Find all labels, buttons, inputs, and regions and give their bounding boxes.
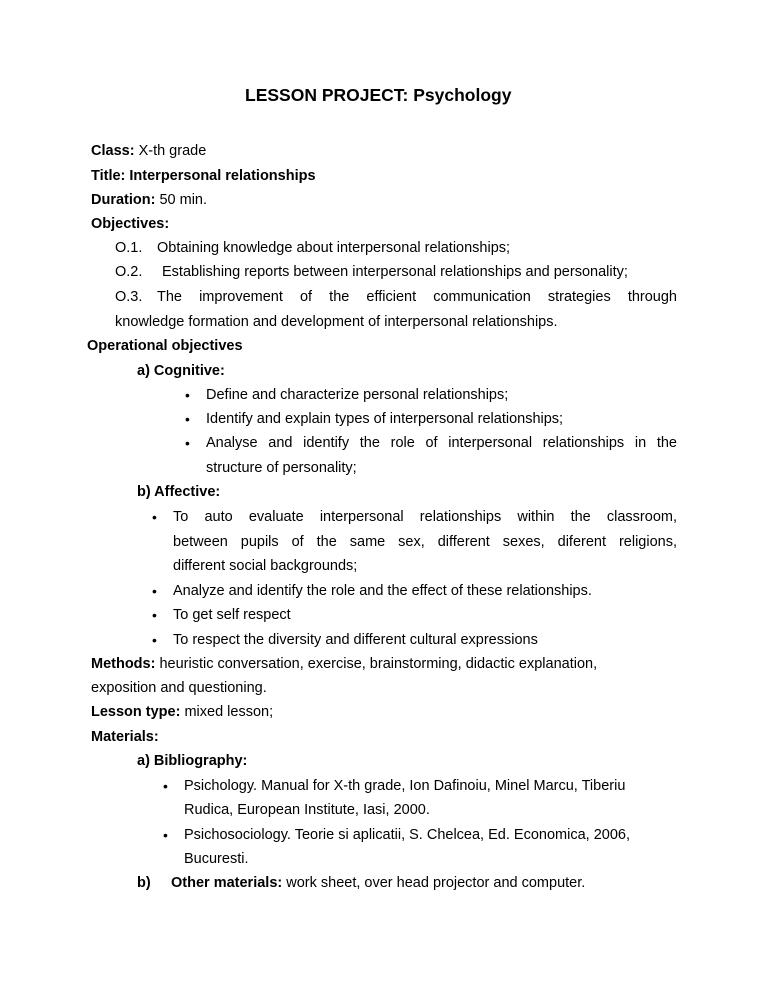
bibliography-label: a) Bibliography: (137, 753, 248, 769)
methods-value-line2: exposition and questioning. (91, 680, 267, 696)
duration-value: 50 min. (159, 192, 208, 208)
materials-label: Materials: (91, 729, 159, 745)
page-title: LESSON PROJECT: Psychology (245, 85, 512, 105)
operational-objectives-label: Operational objectives (87, 338, 243, 354)
affective-item-2: Analyze and identify the role and the effect of these relationships. (173, 583, 592, 599)
objective-o1-text: Obtaining knowledge about interpersonal relationships; (157, 240, 511, 256)
objectives-label: Objectives: (91, 216, 170, 232)
objective-o3-code: O.3. (115, 289, 143, 305)
bullet-icon: • (152, 509, 157, 525)
cognitive-item-3-line2: structure of personality; (206, 460, 357, 476)
other-materials-line (137, 874, 585, 892)
class-label: Class: (91, 143, 135, 159)
bullet-icon: • (163, 778, 168, 794)
bullet-icon: • (185, 387, 190, 403)
objective-o2-code: O.2. (115, 264, 143, 280)
bibliography-item-2-line1: Psichosociology. Teorie si aplicatii, S. Chelcea, Ed. Economica, 2006, (184, 827, 630, 843)
affective-item-3: To get self respect (173, 607, 291, 623)
lesson-type-line (91, 703, 273, 721)
bullet-icon: • (152, 607, 157, 623)
lesson-type-label: Lesson type: (91, 704, 181, 720)
methods-line1 (91, 655, 597, 673)
bullet-icon: • (152, 583, 157, 599)
class-value: X-th grade (138, 143, 207, 159)
bullet-icon: • (185, 411, 190, 427)
affective-item-1-line2: between pupils of the same sex, different sexes, diferent religions, (173, 534, 677, 550)
cognitive-item-2: Identify and explain types of interpersonal relationships; (206, 411, 564, 427)
objective-o2-text: Establishing reports between interpersonal relationships and personality; (162, 264, 628, 280)
affective-label: b) Affective: (137, 484, 221, 500)
objective-o3-text-line2: knowledge formation and development of interpersonal relationships. (115, 314, 558, 330)
lesson-title-value: Interpersonal relationships (129, 168, 316, 184)
cognitive-item-3-line1: Analyse and identify the role of interpersonal relationships in the (206, 435, 677, 451)
bibliography-item-2-line2: Bucuresti. (184, 851, 249, 867)
objective-o1-code: O.1. (115, 240, 143, 256)
methods-label: Methods: (91, 656, 156, 672)
other-materials-marker: b) (137, 875, 151, 891)
lesson-title-line (91, 167, 316, 185)
bullet-icon: • (185, 435, 190, 451)
lesson-type-value: mixed lesson; (184, 704, 274, 720)
lesson-title-label: Title: (91, 168, 126, 184)
objective-o3-text-line1: The improvement of the efficient communication strategies through (157, 289, 677, 305)
other-materials-value: work sheet, over head projector and computer. (286, 875, 586, 891)
bibliography-item-1-line2: Rudica, European Institute, Iasi, 2000. (184, 802, 430, 818)
other-materials-label: Other materials: (171, 875, 283, 891)
duration-line (91, 191, 207, 209)
cognitive-label: a) Cognitive: (137, 363, 225, 379)
affective-item-4: To respect the diversity and different cultural expressions (173, 632, 538, 648)
affective-item-1-line1: To auto evaluate interpersonal relationships within the classroom, (173, 509, 677, 525)
affective-item-1-line3: different social backgrounds; (173, 558, 358, 574)
bullet-icon: • (163, 827, 168, 843)
methods-value-line1: heuristic conversation, exercise, brainstorming, didactic explanation, (159, 656, 598, 672)
bullet-icon: • (152, 632, 157, 648)
cognitive-item-1: Define and characterize personal relationships; (206, 387, 509, 403)
class-line (91, 142, 206, 160)
bibliography-item-1-line1: Psichology. Manual for X-th grade, Ion Dafinoiu, Minel Marcu, Tiberiu (184, 778, 626, 794)
duration-label: Duration: (91, 192, 156, 208)
